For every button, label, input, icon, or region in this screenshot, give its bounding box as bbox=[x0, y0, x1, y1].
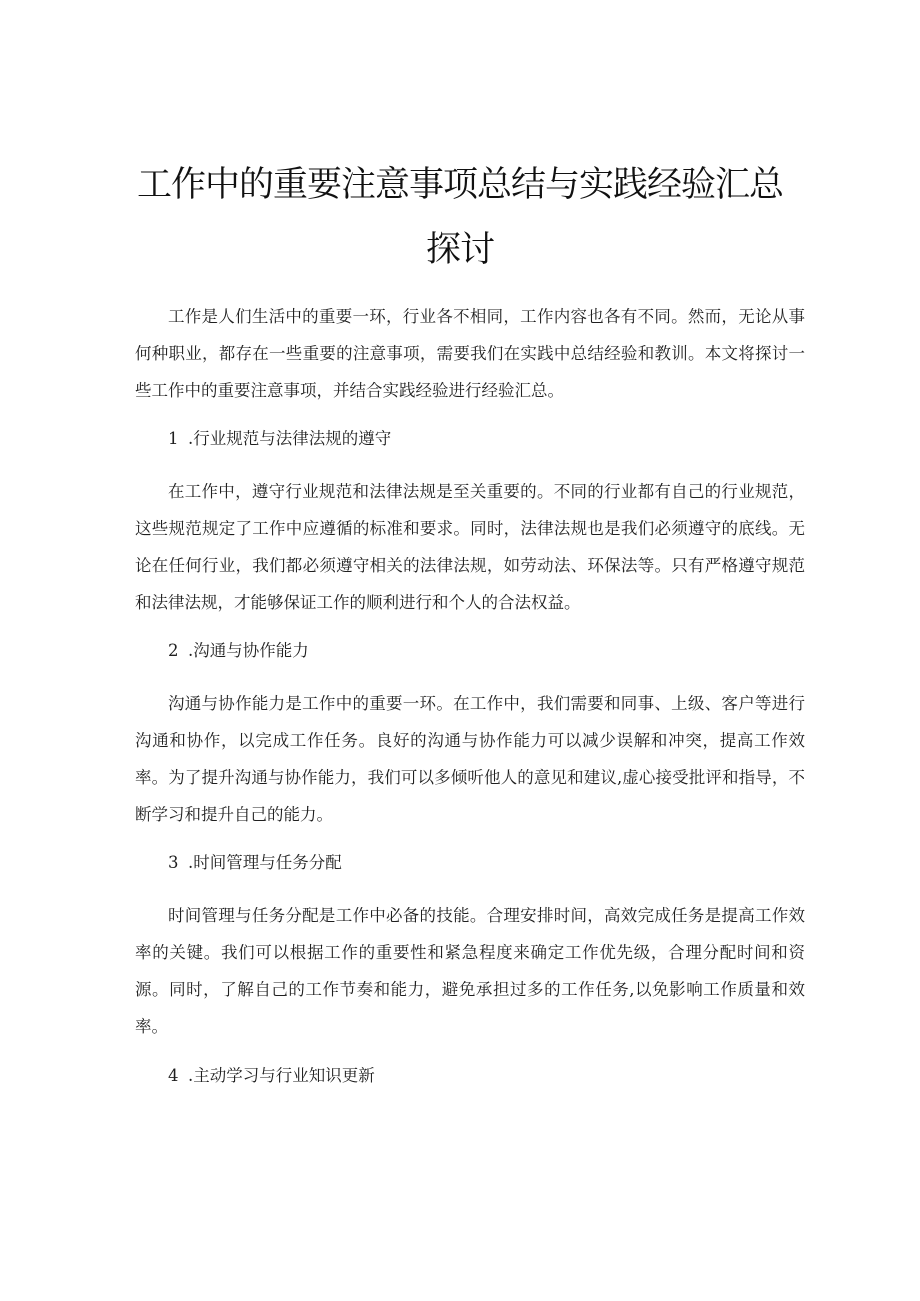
section-heading-text: .主动学习与行业知识更新 bbox=[188, 1066, 375, 1085]
section-number: 2 bbox=[168, 641, 179, 660]
section-heading-text: .时间管理与任务分配 bbox=[188, 853, 342, 872]
section-number: 4 bbox=[168, 1066, 179, 1085]
section-body-3: 时间管理与任务分配是工作中必备的技能。合理安排时间，高效完成任务是提高工作效率的关键。我们可以根据工作的重要性和紧急程度来确定工作优先级，合理分配时间和资源。同时，了解自己的工作节奏和能力，避免承担过多的工作任务,以免影响工作质量和效率。 bbox=[135, 906, 805, 1036]
section-heading-2 bbox=[168, 639, 309, 663]
section-heading-text: .行业规范与法律法规的遵守 bbox=[188, 429, 392, 448]
section-number: 3 bbox=[168, 853, 179, 872]
section-body-1: 在工作中，遵守行业规范和法律法规是至关重要的。不同的行业都有自己的行业规范，这些规范规定了工作中应遵循的标准和要求。同时，法律法规也是我们必须遵守的底线。无论在任何行业，我们都必须遵守相关的法律法规，如劳动法、环保法等。只有严格遵守规范和法律法规，才能够保证工作的顺利进行和个人的合法权益。 bbox=[135, 482, 805, 612]
intro-paragraph: 工作是人们生活中的重要一环，行业各不相同，工作内容也各有不同。然而，无论从事何种职业，都存在一些重要的注意事项，需要我们在实践中总结经验和教训。本文将探讨一些工作中的重要注意事项，并结合实践经验进行经验汇总。 bbox=[135, 307, 805, 400]
document-title-line-1: 工作中的重要注意事项总结与实践经验汇总 bbox=[136, 165, 783, 205]
section-heading-1 bbox=[168, 427, 391, 451]
document-title-line-2: 探讨 bbox=[425, 230, 494, 270]
section-number: 1 bbox=[168, 429, 179, 448]
section-heading-text: .沟通与协作能力 bbox=[188, 641, 309, 660]
section-heading-4 bbox=[168, 1064, 375, 1088]
section-body-2: 沟通与协作能力是工作中的重要一环。在工作中，我们需要和同事、上级、客户等进行沟通和协作，以完成工作任务。良好的沟通与协作能力可以减少误解和冲突，提高工作效率。为了提升沟通与协作能力，我们可以多倾听他人的意见和建议,虚心接受批评和指导，不断学习和提升自己的能力。 bbox=[135, 694, 805, 824]
section-heading-3 bbox=[168, 851, 342, 875]
